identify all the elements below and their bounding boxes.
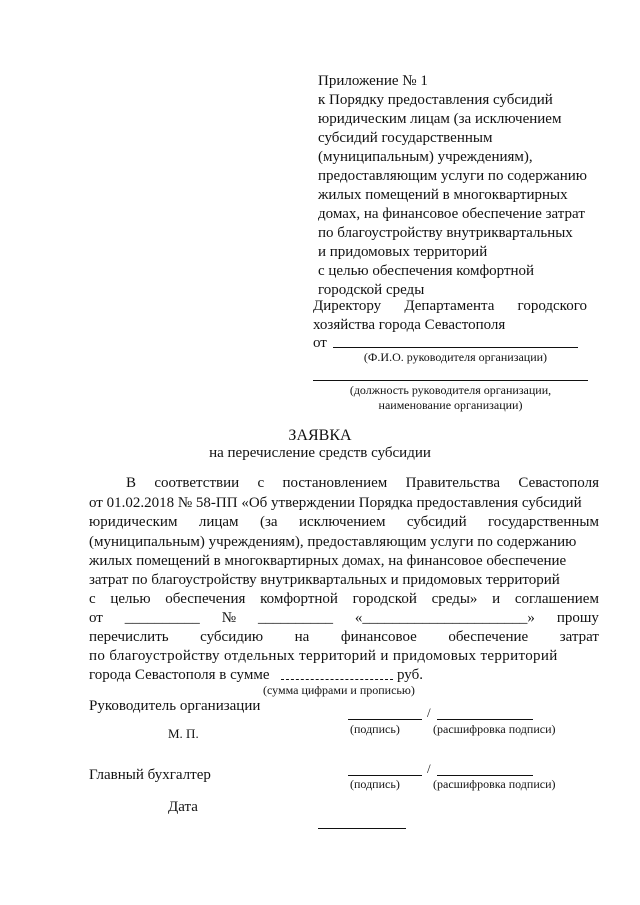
body-word: перечислить	[89, 629, 169, 645]
body-row-1	[126, 474, 599, 493]
stamp-label: М. П.	[168, 726, 199, 741]
body-row-2: от 01.02.2018 № 58-ПП «Об утверждении Порядка предоставления субсидий	[89, 495, 582, 511]
appendix-line: к Порядку предоставления субсидий	[318, 92, 553, 108]
body-word: целью	[110, 591, 151, 607]
head-label: Руководитель организации	[89, 698, 261, 714]
appendix-line: с целью обеспечения комфортной	[318, 263, 535, 279]
head-signature-line	[348, 719, 422, 720]
document-subtitle: на перечисление средств субсидии	[209, 445, 431, 461]
body-word: прошу	[556, 610, 599, 626]
body-word: с	[257, 475, 265, 491]
sum-caption: (сумма цифрами и прописью)	[263, 683, 415, 697]
appendix-line: жилых помещений в многоквартирных	[318, 187, 568, 203]
appendix-line: и придомовых территорий	[318, 244, 488, 260]
body-word: (за	[259, 514, 278, 530]
body-row-11-prefix: города Севастополя в сумме	[89, 667, 270, 683]
date-label: Дата	[168, 799, 198, 815]
body-word: с	[89, 591, 96, 607]
head-decoding-line	[437, 719, 533, 720]
appendix-line: (муниципальным) учреждениям),	[318, 149, 533, 165]
body-word: обеспечения	[165, 591, 246, 607]
body-row-5: жилых помещений в многоквартирных домах, на финансовое обеспечение	[89, 553, 567, 569]
body-word: В	[126, 475, 137, 491]
addressee-word: Директору	[313, 298, 382, 314]
number-blank: __________	[257, 610, 333, 626]
appendix-line: по благоустройству внутриквартальных	[318, 225, 573, 241]
sum-field-line	[281, 679, 393, 680]
accountant-slash: /	[427, 761, 431, 776]
position-caption-1: (должность руководителя организации,	[349, 383, 552, 397]
head-decoding-caption: (расшифровка подписи)	[433, 722, 556, 736]
body-word: субсидий	[406, 514, 467, 530]
body-row-9	[89, 628, 599, 647]
position-caption-2: наименование организации)	[378, 398, 523, 412]
body-word: комфортной	[260, 591, 338, 607]
addressee-word: Департамента	[404, 298, 495, 314]
appendix-line: Приложение № 1	[318, 73, 428, 89]
body-word: юридическим	[89, 514, 178, 530]
body-word: постановлением	[282, 475, 388, 491]
fio-field-line	[333, 347, 578, 348]
appendix-line: субсидий государственным	[318, 130, 493, 146]
appendix-line: юридическим лицам (за исключением	[318, 111, 562, 127]
body-word: соглашением	[514, 591, 599, 607]
position-field-line	[313, 380, 588, 381]
body-row-6: затрат по благоустройству внутриквартальных и придомовых территорий	[89, 572, 560, 588]
appendix-lines	[318, 72, 618, 300]
agreement-name-blank: «______________________»	[354, 610, 535, 626]
body-word: затрат	[559, 629, 599, 645]
document-title: ЗАЯВКА	[288, 427, 352, 444]
date-field-line	[318, 828, 406, 829]
body-word: Правительства	[405, 475, 501, 491]
date-blank: __________	[124, 610, 200, 626]
fio-caption: (Ф.И.О. руководителя организации)	[363, 350, 548, 364]
body-word: №	[221, 610, 237, 626]
body-word: соответствии	[154, 475, 240, 491]
accountant-label: Главный бухгалтер	[89, 767, 211, 783]
body-word: исключением	[298, 514, 386, 530]
body-row-3	[89, 513, 599, 532]
appendix-line: предоставляющим услуги по содержанию	[318, 168, 587, 184]
body-row-4: (муниципальным) учреждениям), предоставляющим услуги по содержанию	[89, 534, 577, 550]
accountant-decoding-caption: (расшифровка подписи)	[433, 777, 556, 791]
body-word: финансовое	[340, 629, 417, 645]
body-word: Севастополя	[518, 475, 599, 491]
body-word: городской	[352, 591, 417, 607]
body-row-8	[89, 609, 599, 628]
appendix-line: городской среды	[318, 282, 425, 298]
head-slash: /	[427, 705, 431, 720]
body-word: обеспечение	[448, 629, 529, 645]
addressee-line-1	[313, 297, 587, 316]
body-row-11-suffix: руб.	[397, 667, 423, 683]
accountant-signature-line	[348, 775, 422, 776]
appendix-block	[318, 72, 618, 300]
accountant-signature-caption: (подпись)	[350, 777, 400, 791]
body-word: лицам	[198, 514, 239, 530]
body-row-10: по благоустройству отдельных территорий и придомовых территорий	[89, 648, 558, 664]
body-word: государственным	[488, 514, 599, 530]
body-row-7	[89, 590, 599, 609]
body-word: и	[492, 591, 501, 607]
addressee-line-2: хозяйства города Севастополя	[313, 317, 506, 333]
addressee-word: городского	[517, 298, 587, 314]
body-word: субсидию	[200, 629, 264, 645]
body-word: от	[89, 610, 103, 626]
addressee-from-label: от	[313, 335, 327, 351]
accountant-decoding-line	[437, 775, 533, 776]
head-signature-caption: (подпись)	[350, 722, 400, 736]
body-word: на	[294, 629, 310, 645]
body-word: среды»	[431, 591, 478, 607]
appendix-line: домах, на финансовое обеспечение затрат	[318, 206, 585, 222]
